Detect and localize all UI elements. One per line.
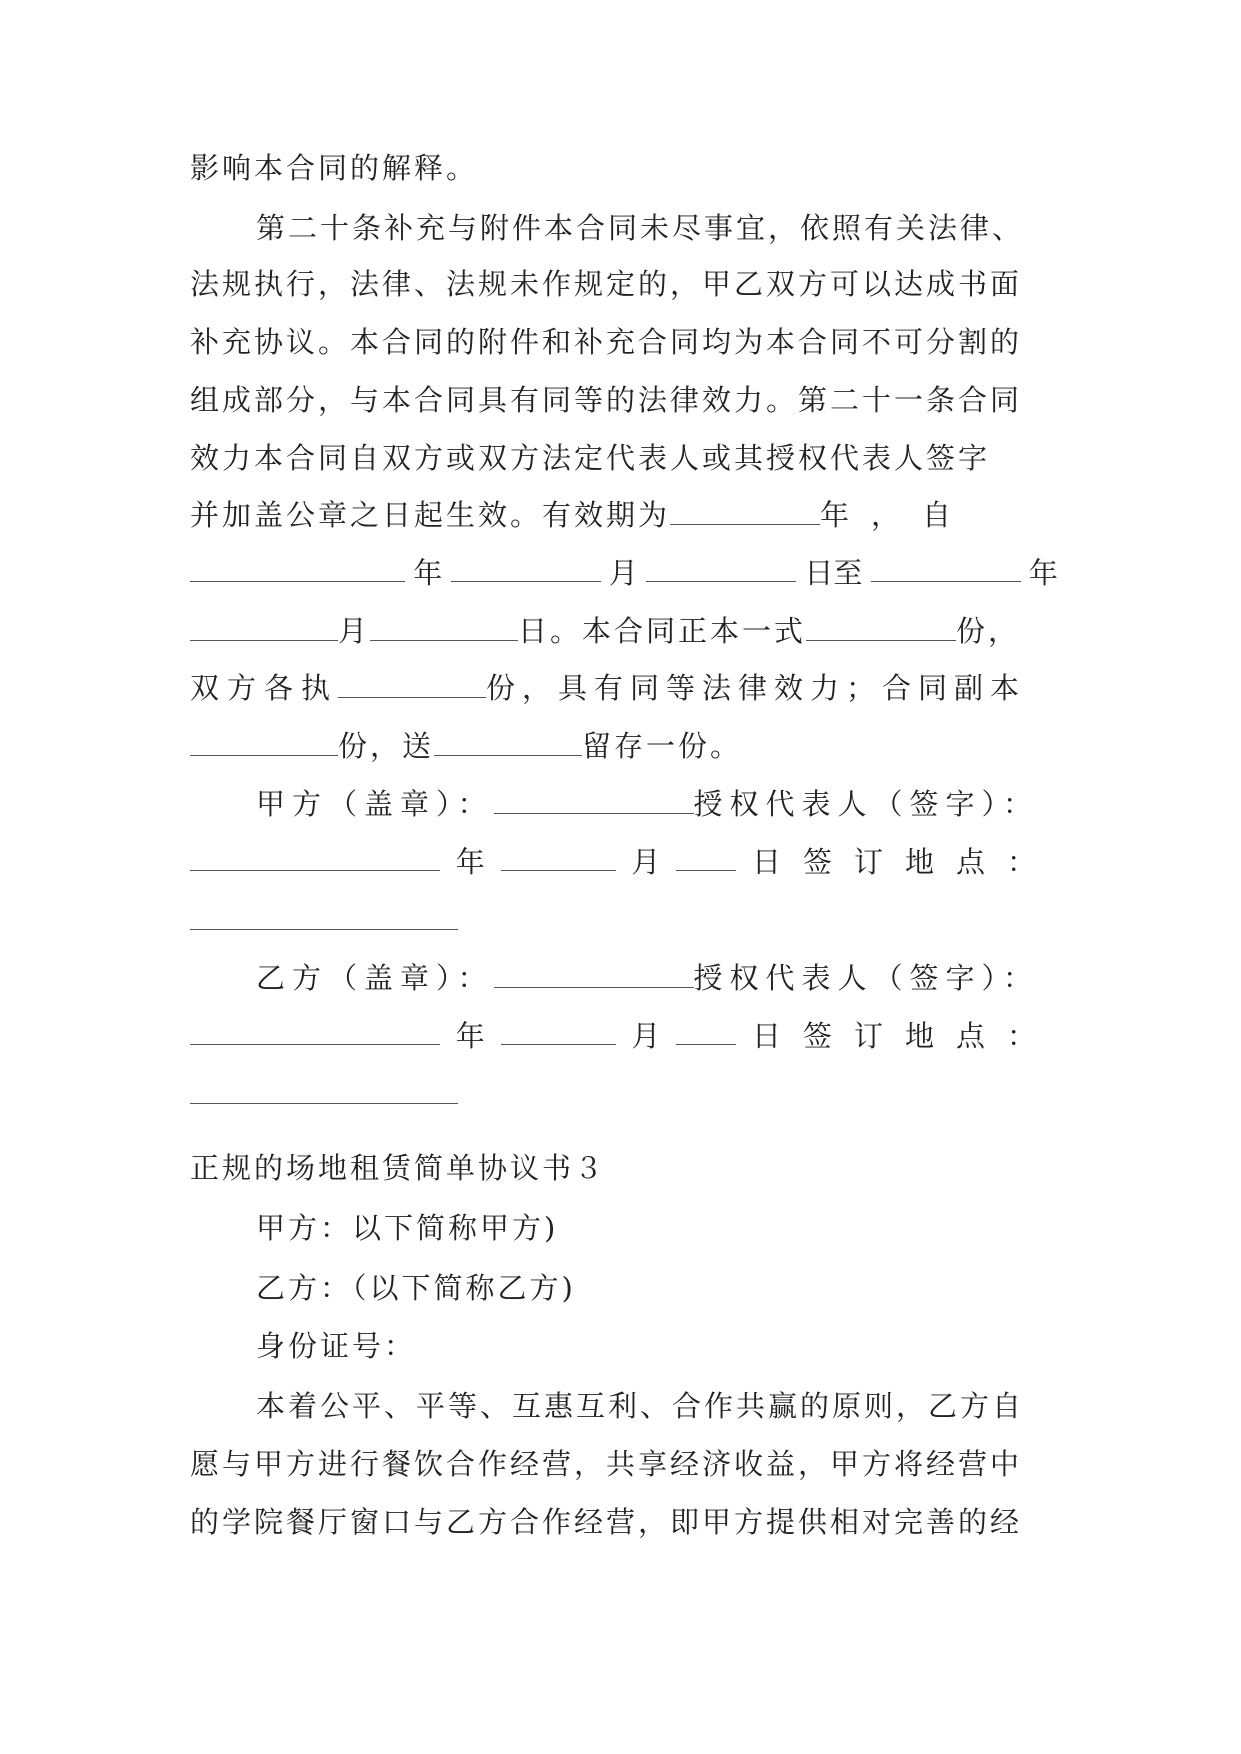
year-label: 年 xyxy=(455,845,485,879)
month-label: 月 xyxy=(631,845,661,879)
text-span: 留存一份。 xyxy=(582,729,743,763)
text-line xyxy=(190,668,1058,708)
text-line: 影响本合同的解释。 xyxy=(190,151,479,185)
month-label: 月 xyxy=(608,556,638,590)
party-a-signature-line xyxy=(256,784,1058,824)
blank-field xyxy=(494,959,694,988)
blank-field xyxy=(190,1075,458,1104)
blank-field xyxy=(494,785,694,814)
day-place-label: 日签订地点： xyxy=(751,845,1058,879)
blank-field xyxy=(190,842,440,871)
party-a-date-line xyxy=(190,842,1058,882)
text-line: 的学院餐厅窗口与乙方合作经营，即甲方提供相对完善的经 xyxy=(190,1505,1023,1539)
blank-field xyxy=(370,612,518,641)
party-b-date-line xyxy=(190,1016,1058,1056)
blank-field xyxy=(670,496,820,525)
text-line: 补充协议。本合同的附件和补充合同均为本合同不可分割的 xyxy=(190,325,1023,359)
text-span: 并加盖公章之日起生效。有效期为 xyxy=(190,498,671,532)
blank-field xyxy=(676,842,736,871)
party-a-label: 甲方（盖章）： xyxy=(256,787,494,821)
blank-field xyxy=(806,612,956,641)
representative-label: 授权代表人（签字）： xyxy=(693,961,1040,995)
section-title: 正规的场地租赁简单协议书３ xyxy=(190,1151,607,1185)
text-line xyxy=(190,726,1058,766)
text-line: 法规执行，法律、法规未作规定的，甲乙双方可以达成书面 xyxy=(190,267,1023,301)
blank-field xyxy=(338,669,486,698)
text-span: 日。本合同正本一式 xyxy=(518,614,807,648)
text-span: 份， xyxy=(956,614,1021,648)
blank-field xyxy=(451,553,601,582)
party-a-line: 甲方：以下简称甲方) xyxy=(256,1211,559,1245)
blank-field xyxy=(190,553,405,582)
blank-field xyxy=(190,727,338,756)
month-label: 月 xyxy=(338,614,371,648)
day-label: 日至 xyxy=(804,556,863,590)
blank-field xyxy=(871,553,1021,582)
representative-label: 授权代表人（签字）： xyxy=(693,787,1040,821)
year-label: 年 xyxy=(455,1019,485,1053)
text-line xyxy=(190,1074,1058,1114)
blank-field xyxy=(190,901,458,930)
text-line xyxy=(190,611,1058,651)
id-number-line: 身份证号： xyxy=(256,1329,417,1363)
text-span: 年，自 xyxy=(820,498,974,532)
blank-field xyxy=(190,612,338,641)
text-span: 份，具有同等法律效力；合同副本 xyxy=(486,671,1027,705)
text-line: 本着公平、平等、互惠互利、合作共赢的原则，乙方自 xyxy=(256,1389,1025,1423)
text-line: 第二十条补充与附件本合同未尽事宜，依照有关法律、 xyxy=(256,211,1025,245)
blank-field xyxy=(501,842,616,871)
day-place-label: 日签订地点： xyxy=(751,1019,1058,1053)
blank-field xyxy=(501,1016,616,1045)
text-span: 份，送 xyxy=(338,729,435,763)
party-b-line: 乙方：（以下简称乙方) xyxy=(256,1271,576,1305)
text-line xyxy=(190,900,1058,940)
text-line: 组成部分，与本合同具有同等的法律效力。第二十一条合同 xyxy=(190,383,1023,417)
text-line: 效力本合同自双方或双方法定代表人或其授权代表人签字 xyxy=(190,441,991,475)
blank-field xyxy=(434,727,582,756)
date-line xyxy=(190,553,1058,593)
blank-field xyxy=(676,1016,736,1045)
month-label: 月 xyxy=(631,1019,661,1053)
year-label: 年 xyxy=(413,556,443,590)
text-line xyxy=(190,495,1058,535)
blank-field xyxy=(646,553,796,582)
blank-field xyxy=(190,1016,440,1045)
text-span: 双方各执 xyxy=(190,671,339,705)
party-b-label: 乙方（盖章）： xyxy=(256,961,494,995)
party-b-signature-line xyxy=(256,958,1058,998)
year-label: 年 xyxy=(1028,556,1058,590)
text-line: 愿与甲方进行餐饮合作经营，共享经济收益，甲方将经营中 xyxy=(190,1447,1023,1481)
